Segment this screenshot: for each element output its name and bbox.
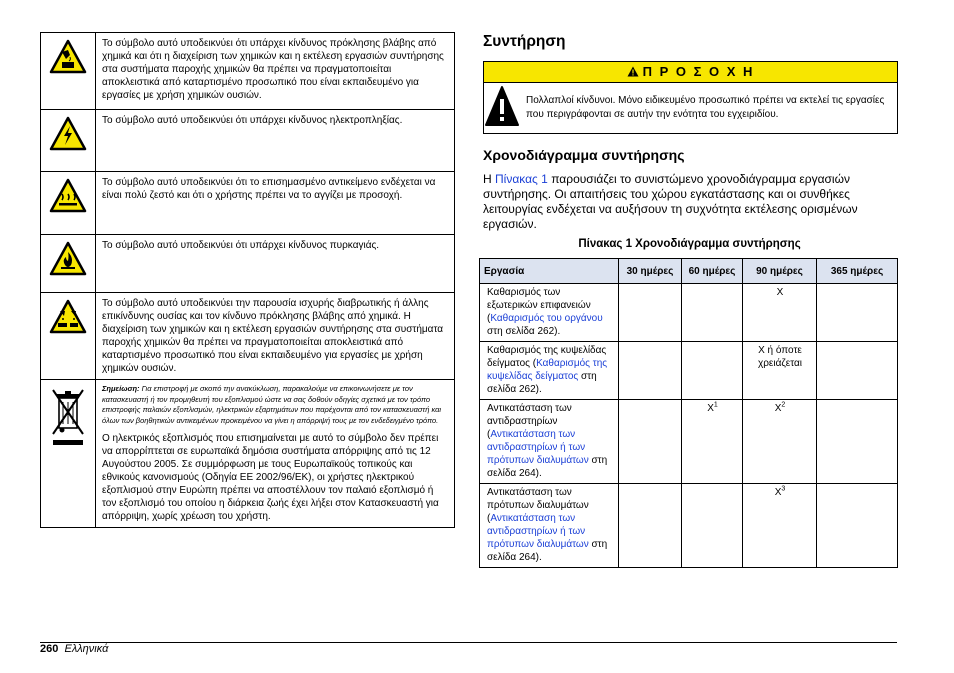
cell-365 — [817, 400, 898, 484]
cell-90-value: X — [774, 403, 782, 414]
task-cell — [480, 342, 619, 400]
symbol-row — [41, 110, 455, 172]
symbol-cell — [41, 235, 96, 293]
task-cell — [480, 400, 619, 484]
cell-60-value: X — [707, 403, 714, 414]
cell-90-value: X — [776, 287, 784, 298]
cell-60 — [682, 400, 743, 484]
symbol-description: Το σύμβολο αυτό υποδεικνύει ότι το επισημασμένο αντικείμενο ενδέχεται να είναι πολύ ζεστό και ότι ο χρήστης πρέπει να το αγγίζει με προσοχή. — [96, 172, 455, 235]
column-header-365: 365 ημέρες — [817, 259, 898, 284]
task-text: Αντικατάσταση των πρότυπων διαλυμάτων ( — [487, 487, 589, 524]
symbol-cell — [41, 33, 96, 110]
cell-90-value: X — [774, 487, 782, 498]
table-header-row — [480, 259, 898, 284]
cell-90 — [743, 400, 817, 484]
task-text: Καθαρισμός των εξωτερικών επιφανειών ( — [487, 287, 591, 324]
electrical-hazard-icon — [49, 144, 87, 155]
page-number: 260 — [40, 643, 59, 655]
hazard-symbols-table — [40, 32, 455, 528]
note-text: Για επιστροφή με σκοπό την ανακύκλωση, παρακαλούμε να επικοινωνήσετε με τον κατασκευαστή ή τον προμηθευτή του εξοπλισμού ώστε να σας δοθούν οδηγίες σχετικά με τον τρόπο επιστροφής παλαιών εξοπλισμών, ηλεκτρικών εξαρτημάτων που παρέχονται από τον κατασκευαστή και όλων των βοηθητικών αντικειμένων προκειμένου να γίνει η απόρριψή τους με τον ενδεδειγμένο τρόπο. — [102, 384, 442, 425]
symbol-row — [41, 235, 455, 293]
table-row — [480, 484, 898, 568]
warning-triangle-icon — [627, 63, 639, 83]
footnote-marker: 3 — [781, 485, 786, 493]
chemical-hazard-icon — [49, 67, 87, 78]
fire-hazard-icon — [49, 269, 87, 280]
task-page-ref: στη σελίδα 264). — [487, 455, 608, 479]
footer-divider — [40, 642, 897, 643]
task-text: Αντικατάσταση των αντιδραστηρίων ( — [487, 403, 572, 440]
symbol-description: Το σύμβολο αυτό υποδεικνύει την παρουσία ισχυρής διαβρωτικής ή άλλης επικίνδυνης ουσίας και τον κίνδυνο πρόκλησης βλάβης από χημικά. Η διαχείριση των χημικών και η εκτέλεση εργασιών συντήρησης στα συστήματα παροχής χημικών θα πρέπει να πραγματοποιείται αποκλειστικά από καταρτισμένο προσωπικό που είναι εκπαιδευμένο για εργασίες με χρήση χημικών ουσιών. — [96, 293, 455, 380]
crossed-bin-icon — [49, 442, 87, 453]
note-label: Σημείωση: — [102, 384, 140, 393]
page-footer — [40, 643, 108, 655]
cell-365 — [817, 342, 898, 400]
cell-30 — [619, 284, 682, 342]
symbol-description: Το σύμβολο αυτό υποδεικνύει ότι υπάρχει κίνδυνος πυρκαγιάς. — [96, 235, 455, 293]
task-text: Καθαρισμός της κυψελίδας δείγματος ( — [487, 345, 607, 369]
column-header-60: 60 ημέρες — [682, 259, 743, 284]
task-link[interactable]: Καθαρισμός του οργάνου — [490, 313, 603, 324]
intro-text-post: παρουσιάζει το συνιστώμενο χρονοδιάγραμμα εργασιών συντήρησης. Οι απαιτήσεις του χώρου εγκατάστασης και οι συνθήκες λειτουργίας ενδέχεται να αυξήσουν τη συχνότητα εκτέλεσης ορισμένων εργασιών. — [483, 172, 858, 231]
footnote-marker: 2 — [781, 401, 786, 409]
task-link[interactable]: Καθαρισμός της κυψελίδας δείγματος — [487, 358, 608, 382]
cell-30 — [619, 342, 682, 400]
cell-30 — [619, 400, 682, 484]
cell-90 — [743, 484, 817, 568]
table-row — [480, 284, 898, 342]
corrosive-hazard-icon — [49, 327, 87, 338]
cell-365 — [817, 484, 898, 568]
symbol-cell — [41, 110, 96, 172]
symbol-cell — [41, 380, 96, 528]
task-page-ref: στη σελίδα 264). — [487, 539, 608, 563]
task-page-ref: στη σελίδα 262). — [487, 371, 597, 395]
cell-30 — [619, 484, 682, 568]
symbol-row — [41, 33, 455, 110]
caution-icon-cell — [484, 85, 520, 132]
hot-surface-icon — [49, 206, 87, 217]
intro-paragraph — [483, 172, 896, 232]
table-row — [480, 400, 898, 484]
weee-description-cell — [96, 380, 455, 528]
task-link[interactable]: Αντικατάσταση των αντιδραστηρίων ή των πρότυπων διαλυμάτων — [487, 429, 589, 466]
warning-triangle-icon — [484, 85, 520, 132]
symbol-description: Το σύμβολο αυτό υποδεικνύει ότι υπάρχει κίνδυνος πρόκλησης βλάβης από χημικά και ότι η διαχείριση των χημικών και η εκτέλεση εργασιών συντήρησης στα συστήματα παροχής χημικών θα πρέπει να πραγματοποιείται αποκλειστικά από καταρτισμένο προσωπικό που είναι εκπαιδευμένο για εργασίες με χρήση χημικών ουσιών. — [96, 33, 455, 110]
table-reference-link[interactable]: Πίνακας 1 — [495, 172, 548, 186]
caution-text: Πολλαπλοί κίνδυνοι. Μόνο ειδικευμένο προσωπικό πρέπει να εκτελεί τις εργασίες που περιγράφονται σε αυτήν την ενότητα του εγχειριδίου. — [526, 95, 885, 120]
column-header-30: 30 ημέρες — [619, 259, 682, 284]
caution-body — [484, 83, 897, 133]
column-header-task: Εργασία — [480, 259, 619, 284]
symbol-description: Το σύμβολο αυτό υποδεικνύει ότι υπάρχει κίνδυνος ηλεκτροπληξίας. — [96, 110, 455, 172]
cell-90 — [743, 342, 817, 400]
cell-60 — [682, 284, 743, 342]
cell-60 — [682, 342, 743, 400]
weee-text: Ο ηλεκτρικός εξοπλισμός που επισημαίνεται με αυτό το σύμβολο δεν πρέπει να απορρίπτεται σε ευρωπαϊκά δημόσια συστήματα απόρριψης από τις 12 Αυγούστου 2005. Σε συμμόρφωση με τους Ευρωπαϊκούς τοπικούς και εθνικούς κανονισμούς (Οδηγία ΕΕ 2002/96/ΕΚ), οι χρήστες ηλεκτρικού εξοπλισμού στην Ευρώπη πρέπει να αποστέλλουν τον παλαιό εξοπλισμό ή τον εξοπλισμό του οποίου η διάρκεια ζωής έχει λήξει στον Κατασκευαστή για απόρριψη, χωρίς χρέωση του χρήστη. — [102, 433, 439, 522]
task-cell — [480, 484, 619, 568]
symbol-cell — [41, 293, 96, 380]
caution-box — [483, 61, 898, 134]
symbol-row — [41, 172, 455, 235]
task-link[interactable]: Αντικατάσταση των αντιδραστηρίων ή των πρότυπων διαλυμάτων — [487, 513, 589, 550]
subsection-title: Χρονοδιάγραμμα συντήρησης — [483, 147, 685, 163]
caution-label: Π Ρ Ο Σ Ο Χ Η — [642, 64, 755, 79]
table-row — [480, 342, 898, 400]
task-page-ref: στη σελίδα 262). — [487, 326, 561, 337]
symbol-row — [41, 293, 455, 380]
weee-note — [102, 384, 448, 426]
intro-text-pre: Η — [483, 172, 495, 186]
caution-header — [484, 62, 897, 83]
maintenance-schedule-table — [479, 258, 898, 568]
footnote-marker: 1 — [713, 401, 718, 409]
cell-90-value: X ή όποτε χρειάζεται — [757, 345, 803, 369]
section-title: Συντήρηση — [483, 33, 566, 50]
table-caption: Πίνακας 1 Χρονοδιάγραμμα συντήρησης — [578, 238, 801, 250]
symbol-cell — [41, 172, 96, 235]
column-header-90: 90 ημέρες — [743, 259, 817, 284]
symbol-row — [41, 380, 455, 528]
task-cell — [480, 284, 619, 342]
cell-365 — [817, 284, 898, 342]
cell-60 — [682, 484, 743, 568]
footer-language: Ελληνικά — [64, 643, 109, 655]
cell-90 — [743, 284, 817, 342]
